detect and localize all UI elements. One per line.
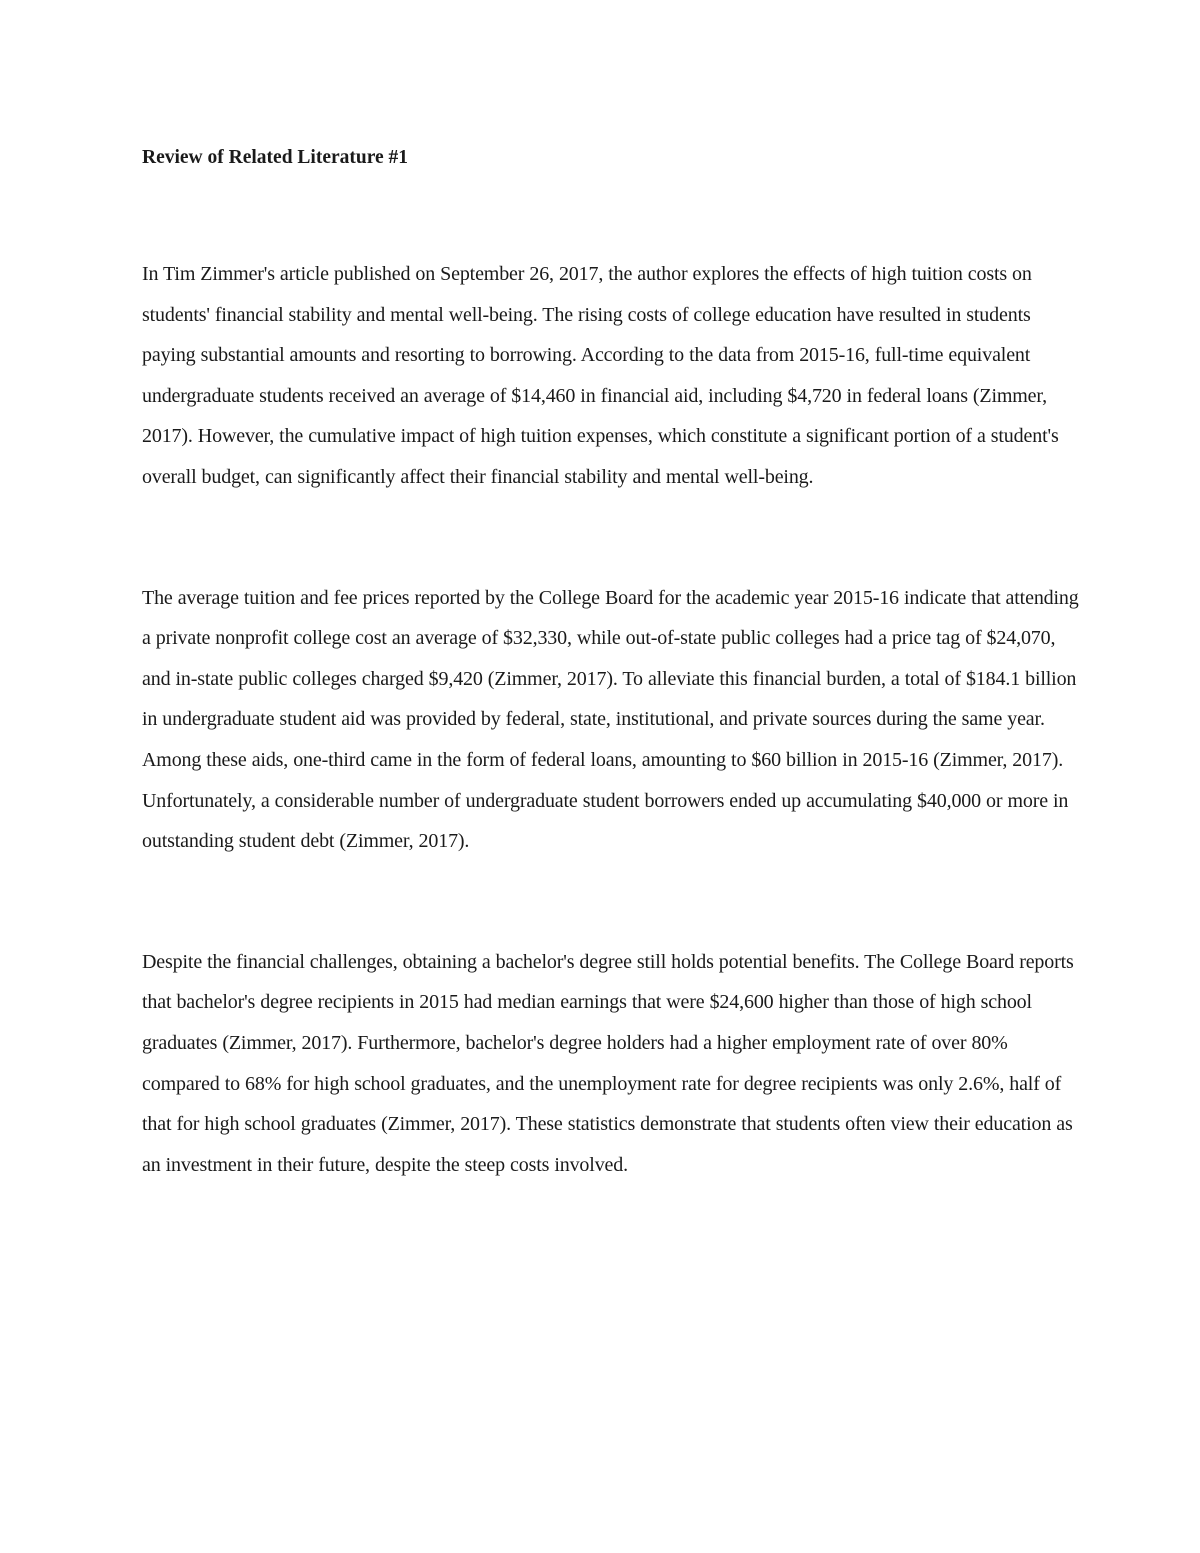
document-heading: Review of Related Literature #1 (142, 147, 409, 168)
paragraph-college-board-prices: The average tuition and fee prices reported by the College Board for the academic year 2015-16 indicate that attending a private nonprofit college cost an average of $32,330, while out-of-state public colleges had a price tag of $24,070, and in-state public colleges charged $9,420 (Zimmer, 2017). To alleviate this financial burden, a total of $184.1 billion in undergraduate student aid was provided by federal, state, institutional, and private sources during the same year. Among these aids, one-third came in the form of federal loans, amounting to $60 billion in 2015-16 (Zimmer, 2017). Unfortunately, a considerable number of undergraduate student borrowers ended up accumulating $40,000 or more in outstanding student debt (Zimmer, 2017). (142, 586, 1079, 853)
document-body (142, 140, 1082, 1185)
paragraph-degree-benefits: Despite the financial challenges, obtaining a bachelor's degree still holds potential benefits. The College Board reports that bachelor's degree recipients in 2015 had median earnings that were $24,600 higher than those of high school graduates (Zimmer, 2017). Furthermore, bachelor's degree holders had a higher employment rate of over 80% compared to 68% for high school graduates, and the unemployment rate for degree recipients was only 2.6%, half of that for high school graduates (Zimmer, 2017). These statistics demonstrate that students often view their education as an investment in their future, despite the steep costs involved. (142, 950, 1074, 1176)
paragraph-tuition-effects: In Tim Zimmer's article published on September 26, 2017, the author explores the effects of high tuition costs on students' financial stability and mental well-being. The rising costs of college education have resulted in students paying substantial amounts and resorting to borrowing. According to the data from 2015-16, full-time equivalent undergraduate students received an average of $14,460 in financial aid, including $4,720 in federal loans (Zimmer, 2017). However, the cumulative impact of high tuition expenses, which constitute a significant portion of a student's overall budget, can significantly affect their financial stability and mental well-being. (142, 263, 1059, 488)
